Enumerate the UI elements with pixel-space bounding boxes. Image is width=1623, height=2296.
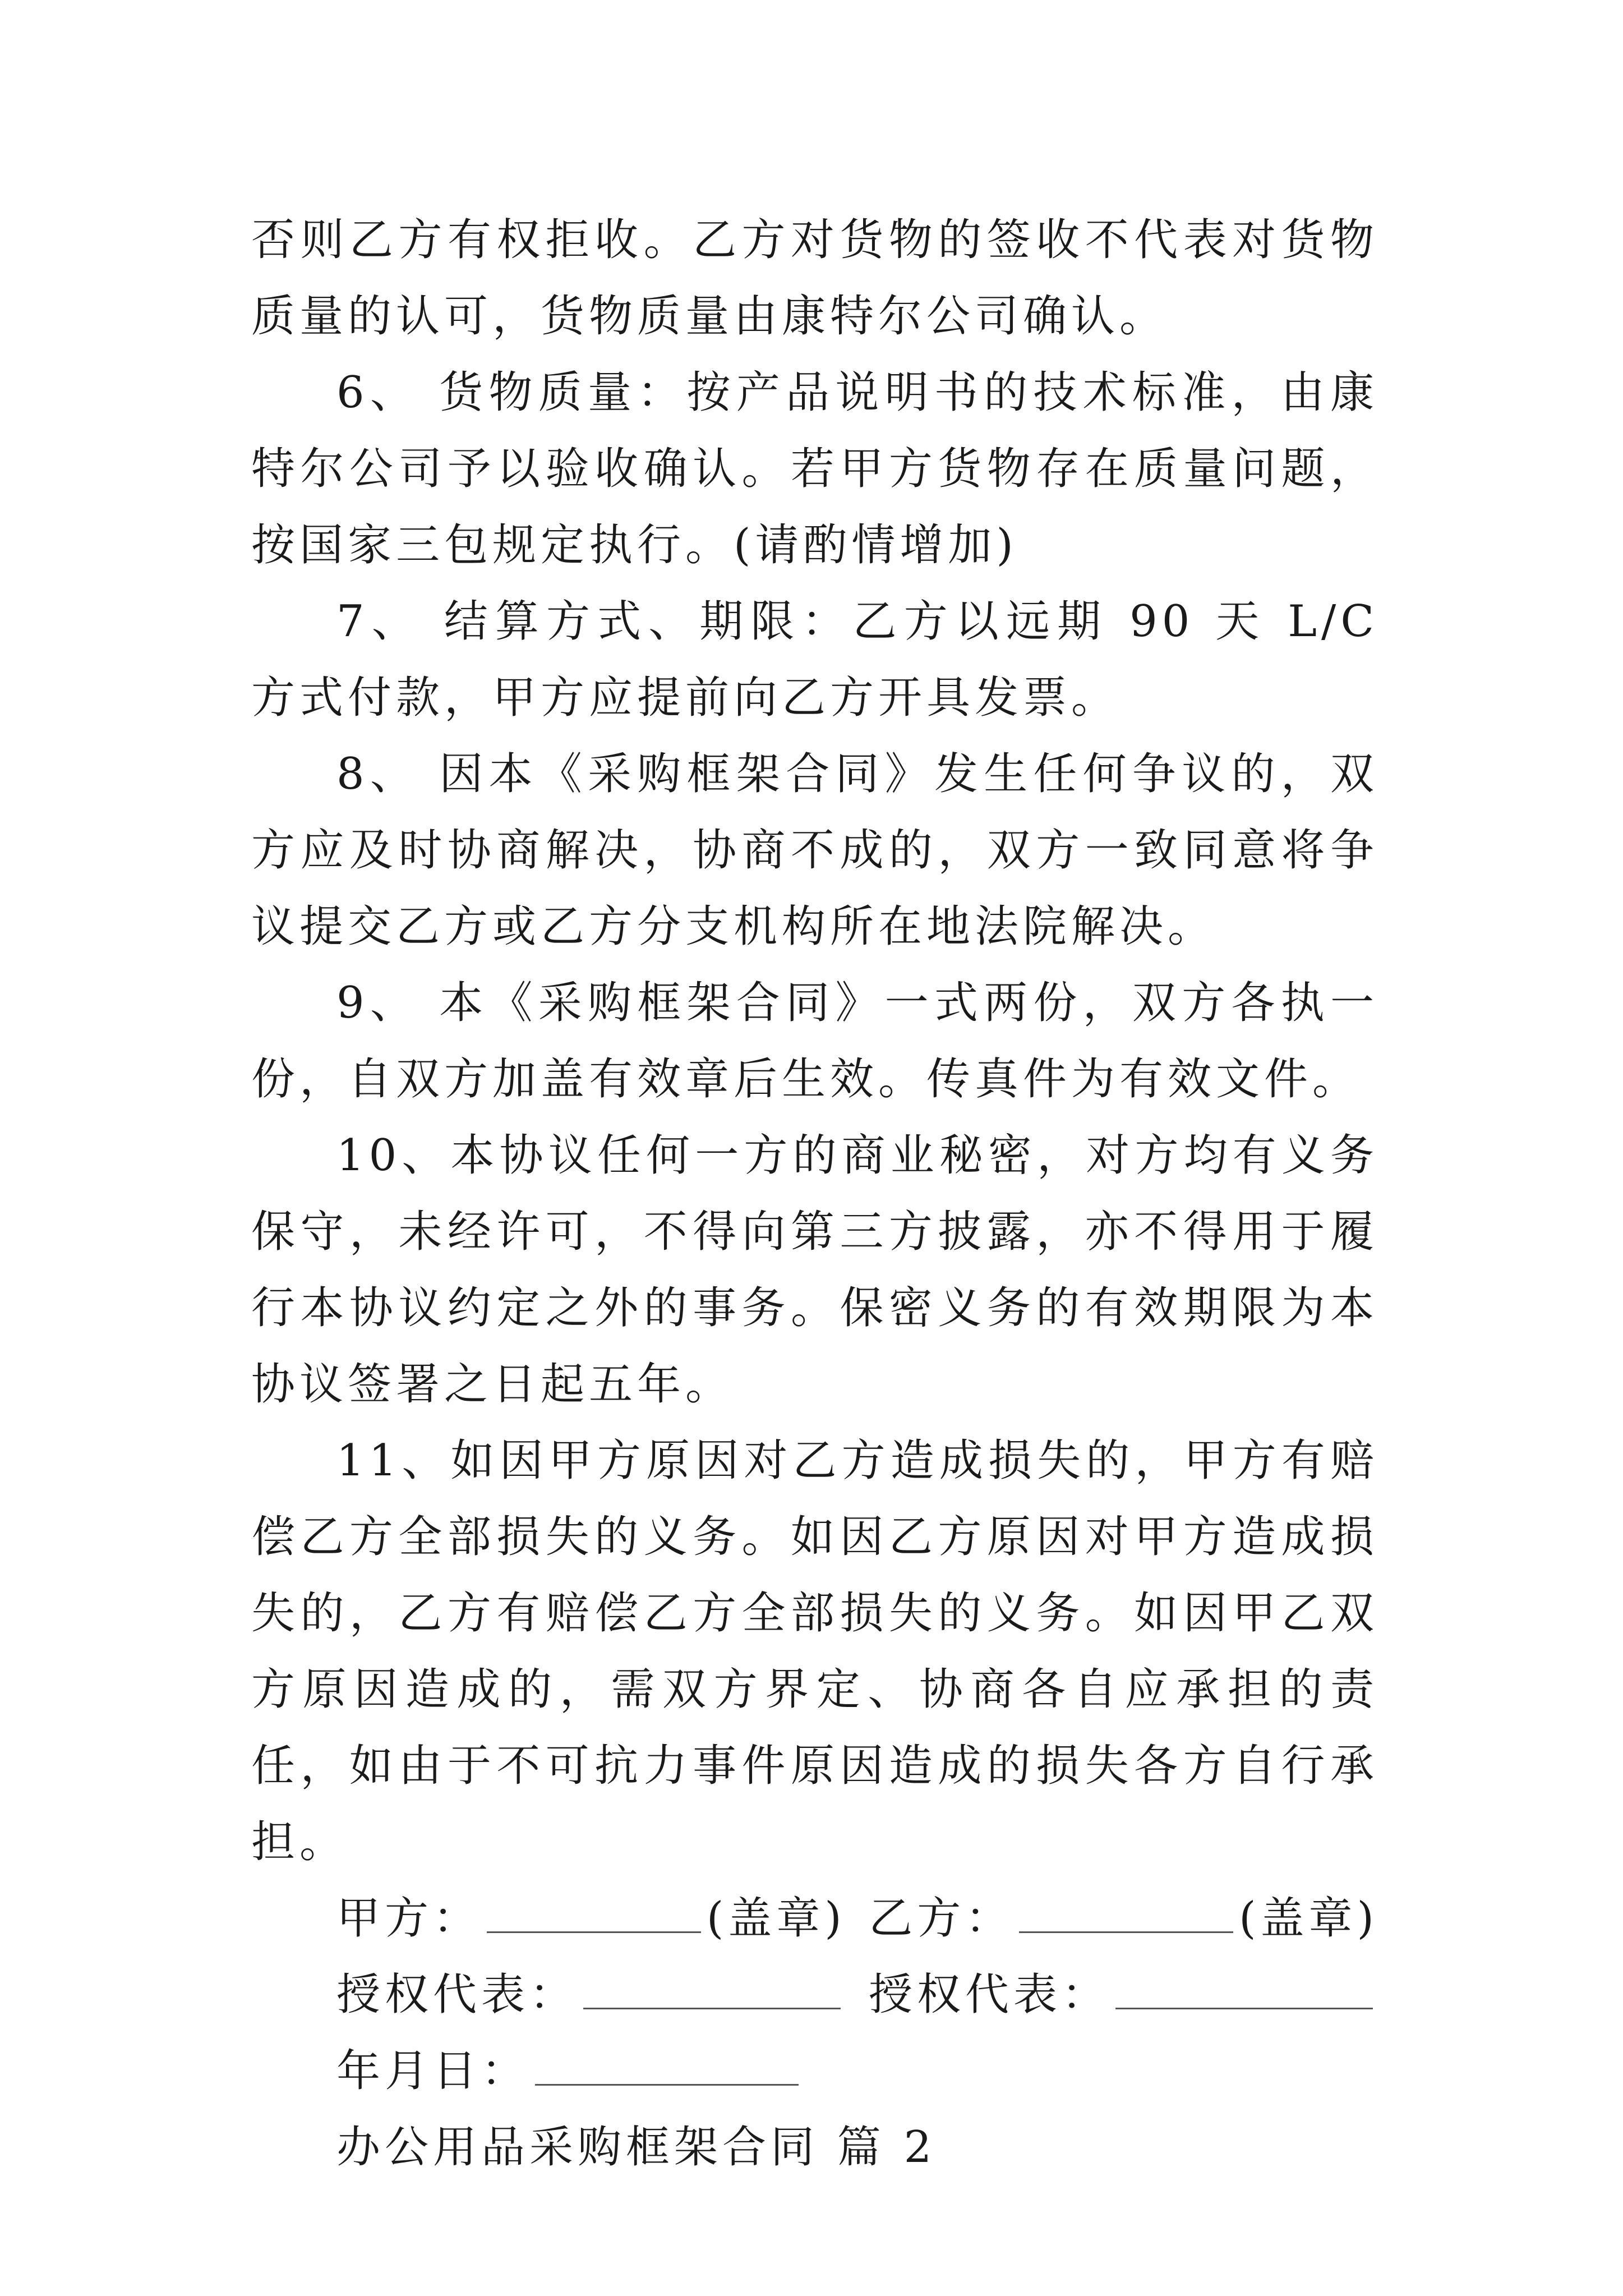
signature-block: [251, 1880, 1378, 2109]
rep-b-blank: [1115, 1974, 1373, 2009]
clause-10: 10、本协议任何一方的商业秘密，对方均有义务保守，未经许可，不得向第三方披露，亦不得用于履行本协议约定之外的事务。保密义务的有效期限为本协议签署之日起五年。: [251, 1130, 1378, 1410]
party-a-label: 甲方：: [336, 1893, 482, 1944]
date-blank: [535, 2050, 799, 2086]
document-body: [251, 202, 1378, 2185]
representative-row: [251, 1957, 1378, 2033]
party-signature-row: [251, 1880, 1378, 1957]
clause-9: 9、 本《采购框架合同》一式两份，双方各执一份，自双方加盖有效章后生效。传真件为有效文件。: [251, 978, 1378, 1105]
clause-6: 6、 货物质量：按产品说明书的技术标准，由康特尔公司予以验收确认。若甲方货物存在质量问题，按国家三包规定执行。(请酌情增加): [251, 367, 1378, 570]
party-a-blank: [487, 1898, 701, 1933]
clause-8: 8、 因本《采购框架合同》发生任何争议的，双方应及时协商解决，协商不成的，双方一致同意将争议提交乙方或乙方分支机构所在地法院解决。: [251, 749, 1378, 952]
party-b-blank: [1019, 1898, 1233, 1933]
clause-7: 7、 结算方式、期限：乙方以远期 90 天 L/C 方式付款，甲方应提前向乙方开具发票。: [251, 596, 1378, 723]
paragraph-continuation: 否则乙方有权拒收。乙方对货物的签收不代表对货物质量的认可，货物质量由康特尔公司确认。: [251, 215, 1378, 342]
clause-11: 11、如因甲方原因对乙方造成损失的，甲方有赔偿乙方全部损失的义务。如因乙方原因对甲方造成损失的，乙方有赔偿乙方全部损失的义务。如因甲乙双方原因造成的，需双方界定、协商各自应承担的责任，如由于不可抗力事件原因造成的损失各方自行承担。: [251, 1435, 1378, 1867]
rep-a-blank: [583, 1974, 841, 2009]
rep-b-label: 授权代表：: [869, 1970, 1110, 2020]
party-b-seal: (盖章): [1239, 1893, 1378, 1944]
date-row: [251, 2033, 1378, 2109]
party-b-label: 乙方：: [869, 1893, 1014, 1944]
date-label: 年月日：: [336, 2046, 530, 2096]
party-a-seal: (盖章): [706, 1893, 846, 1944]
rep-a-label: 授权代表：: [336, 1970, 578, 2020]
next-section-heading: 办公用品采购框架合同 篇 2: [336, 2122, 937, 2173]
